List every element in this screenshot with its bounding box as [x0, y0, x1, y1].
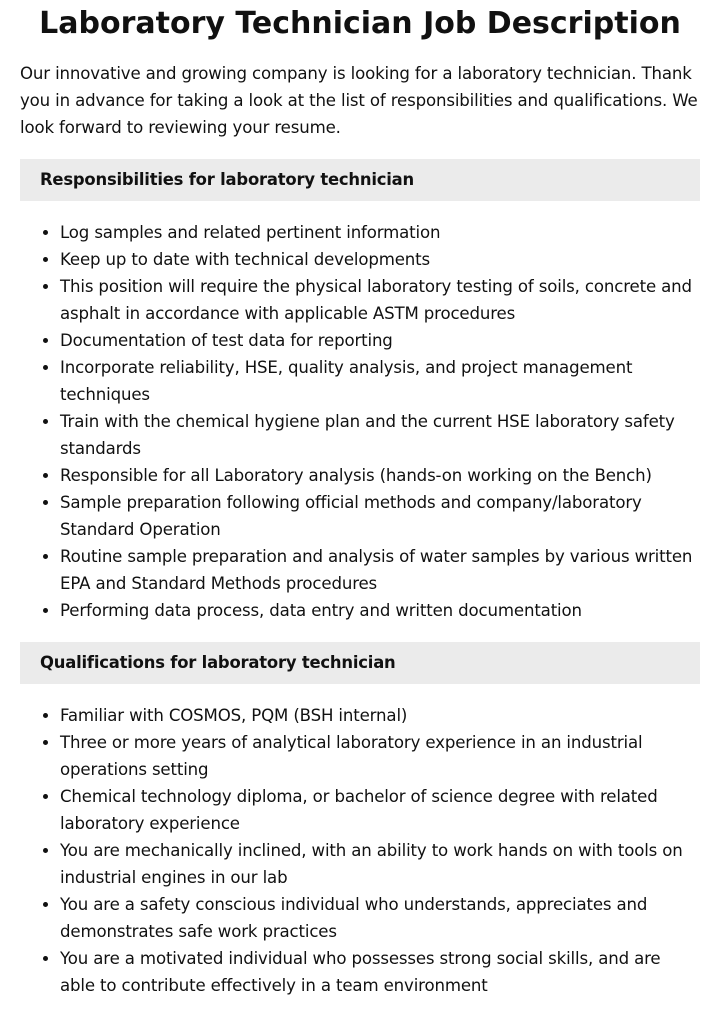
list-item: • You are a motivated individual who possesses strong social skills, and are able to contribute effectively in a team environment — [60, 945, 700, 999]
page-title: Laboratory Technician Job Description — [39, 6, 681, 41]
list-item: • You are mechanically inclined, with an ability to work hands on with tools on industrial engines in our lab — [60, 837, 700, 891]
list-item: • Chemical technology diploma, or bachelor of science degree with related laboratory experience — [60, 783, 700, 837]
qualifications-heading: Qualifications for laboratory technician — [20, 642, 700, 684]
list-item: • You are a safety conscious individual who understands, appreciates and demonstrates safe work practices — [60, 891, 700, 945]
list-item: • Incorporate reliability, HSE, quality analysis, and project management techniques — [60, 354, 700, 408]
list-item: • Responsible for all Laboratory analysis (hands-on working on the Bench) — [60, 462, 700, 489]
list-item: • Train with the chemical hygiene plan and the current HSE laboratory safety standards — [60, 408, 700, 462]
list-item: • Routine sample preparation and analysis of water samples by various written EPA and Standard Methods procedures — [60, 543, 700, 597]
list-item: • Sample preparation following official methods and company/laboratory Standard Operation — [60, 489, 700, 543]
qualifications-list — [20, 702, 700, 999]
list-item: • This position will require the physical laboratory testing of soils, concrete and asphalt in accordance with applicable ASTM procedures — [60, 273, 700, 327]
list-item: • Keep up to date with technical developments — [60, 246, 700, 273]
list-item: • Documentation of test data for reporting — [60, 327, 700, 354]
list-item: • Log samples and related pertinent information — [60, 219, 700, 246]
responsibilities-heading: Responsibilities for laboratory technician — [20, 159, 700, 201]
responsibilities-list — [20, 219, 700, 624]
list-item: • Familiar with COSMOS, PQM (BSH internal) — [60, 702, 700, 729]
list-item: • Performing data process, data entry and written documentation — [60, 597, 700, 624]
intro-paragraph: Our innovative and growing company is looking for a laboratory technician. Thank you in advance for taking a look at the list of responsibilities and qualifications. We look forward to reviewing your resume. — [20, 64, 698, 137]
list-item: • Three or more years of analytical laboratory experience in an industrial operations setting — [60, 729, 700, 783]
